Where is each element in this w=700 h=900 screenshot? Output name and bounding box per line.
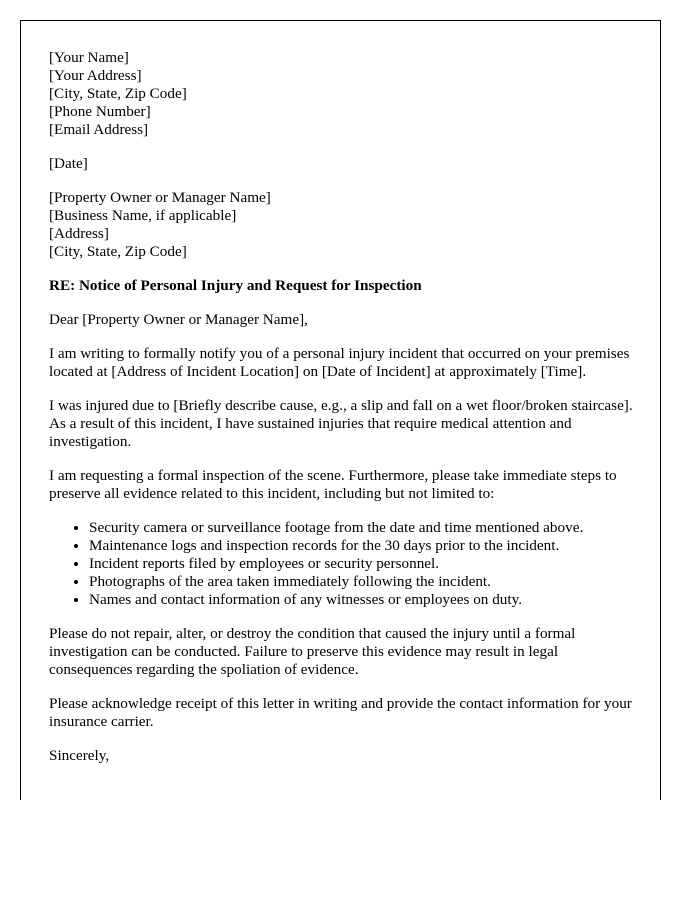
letter-page [20,20,661,800]
sender-address: [Your Address] [49,67,142,84]
recipient-block [49,189,639,261]
recipient-address: [Address] [49,225,109,242]
paragraph-inspection-request: I am requesting a formal inspection of the scene. Furthermore, please take immediate steps to preserve all evidence related to this incident, including but not limited to: [49,467,617,502]
sender-email: [Email Address] [49,121,149,138]
list-item: • Security camera or surveillance footage from the date and time mentioned above. [89,519,639,537]
sender-city-state-zip: [City, State, Zip Code] [49,85,187,102]
signoff: Sincerely, [49,747,110,764]
letter-content [49,49,639,781]
date-block [49,155,639,173]
paragraph-injury-cause: I was injured due to [Briefly describe cause, e.g., a slip and fall on a wet floor/broken staircase]. As a result of this incident, I have sustained injuries that require medical attention and investigation. [49,397,633,450]
paragraph-acknowledge-receipt: Please acknowledge receipt of this letter in writing and provide the contact information for your insurance carrier. [49,695,632,730]
sender-name: [Your Name] [49,49,129,66]
list-item: • Photographs of the area taken immediately following the incident. [89,573,639,591]
recipient-city-state-zip: [City, State, Zip Code] [49,243,187,260]
list-item: • Names and contact information of any witnesses or employees on duty. [89,591,639,609]
list-item: • Maintenance logs and inspection records for the 30 days prior to the incident. [89,537,639,555]
list-item: • Incident reports filed by employees or security personnel. [89,555,639,573]
sender-block [49,49,639,139]
salutation: Dear [Property Owner or Manager Name], [49,311,308,328]
evidence-list [49,519,639,609]
letter-date: [Date] [49,155,88,172]
paragraph-preserve-condition: Please do not repair, alter, or destroy the condition that caused the injury until a formal investigation can be conducted. Failure to preserve this evidence may result in legal consequences regarding the spoliation of evidence. [49,625,576,678]
sender-phone: [Phone Number] [49,103,151,120]
recipient-business: [Business Name, if applicable] [49,207,237,224]
recipient-name: [Property Owner or Manager Name] [49,189,271,206]
paragraph-notification: I am writing to formally notify you of a personal injury incident that occurred on your premises located at [Address of Incident Location] on [Date of Incident] at approximately [Time]. [49,345,630,380]
subject-line: RE: Notice of Personal Injury and Request for Inspection [49,277,422,294]
